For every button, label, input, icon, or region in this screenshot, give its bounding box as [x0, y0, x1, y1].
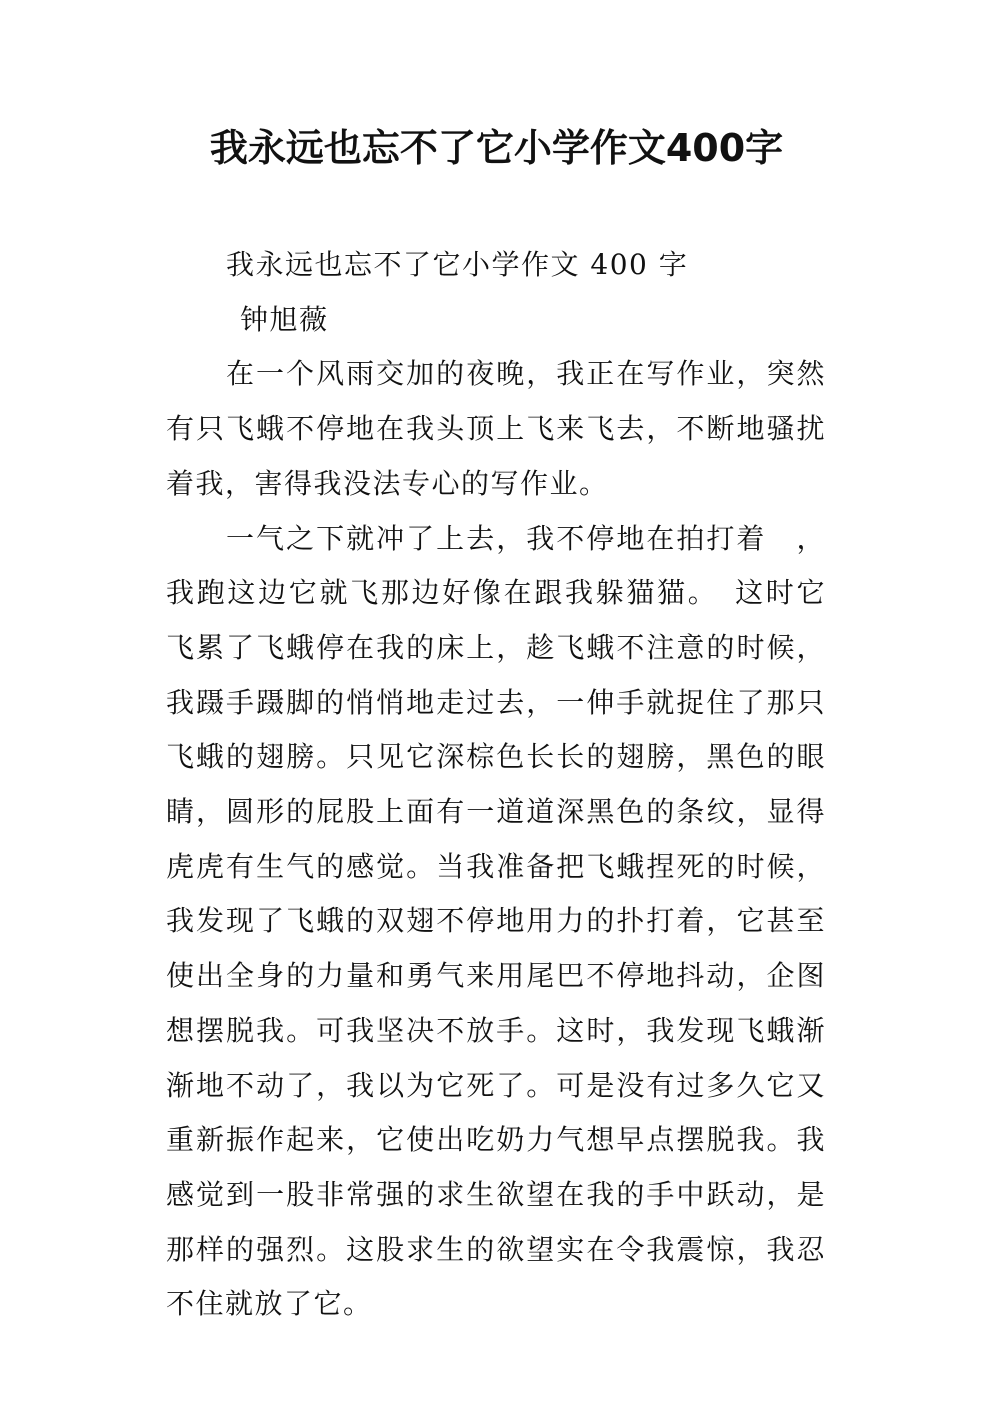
article-subtitle: 我永远也忘不了它小学作文 400 字: [226, 248, 689, 281]
paragraph-2: 一气之下就冲了上去，我不停地在拍打着 ，我跑这边它就飞那边好像在跟我躲猫猫。 这时它飞累了飞蛾停在我的床上，趁飞蛾不注意的时候，我蹑手蹑脚的悄悄地走过去，一伸手就捉住了那只飞蛾的翅膀。只见它深棕色长长的翅膀，黑色的眼睛，圆形的屁股上面有一道道深黑色的条纹，显得虎虎有生气的感觉。当我准备把飞蛾捏死的时候，我发现了飞蛾的双翅不停地用力的扑打着，它甚至使出全身的力量和勇气来用尾巴不停地抖动，企图想摆脱我。可我坚决不放手。这时，我发现飞蛾渐渐地不动了，我以为它死了。可是没有过多久它又重新振作起来，它使出吃奶力气想早点摆脱我。我感觉到一股非常强的求生欲望在我的手中跃动，是那样的强烈。这股求生的欲望实在令我震惊，我忍不住就放了它。: [166, 521, 826, 1321]
paragraph-1: 在一个风雨交加的夜晚，我正在写作业，突然有只飞蛾不停地在我头顶上飞来飞去，不断地骚扰着我，害得我没法专心的写作业。: [166, 357, 826, 500]
document-title: 我永远也忘不了它小学作文400字: [209, 126, 784, 170]
document-body: [166, 238, 826, 1332]
author-name: 钟旭薇: [240, 302, 329, 336]
